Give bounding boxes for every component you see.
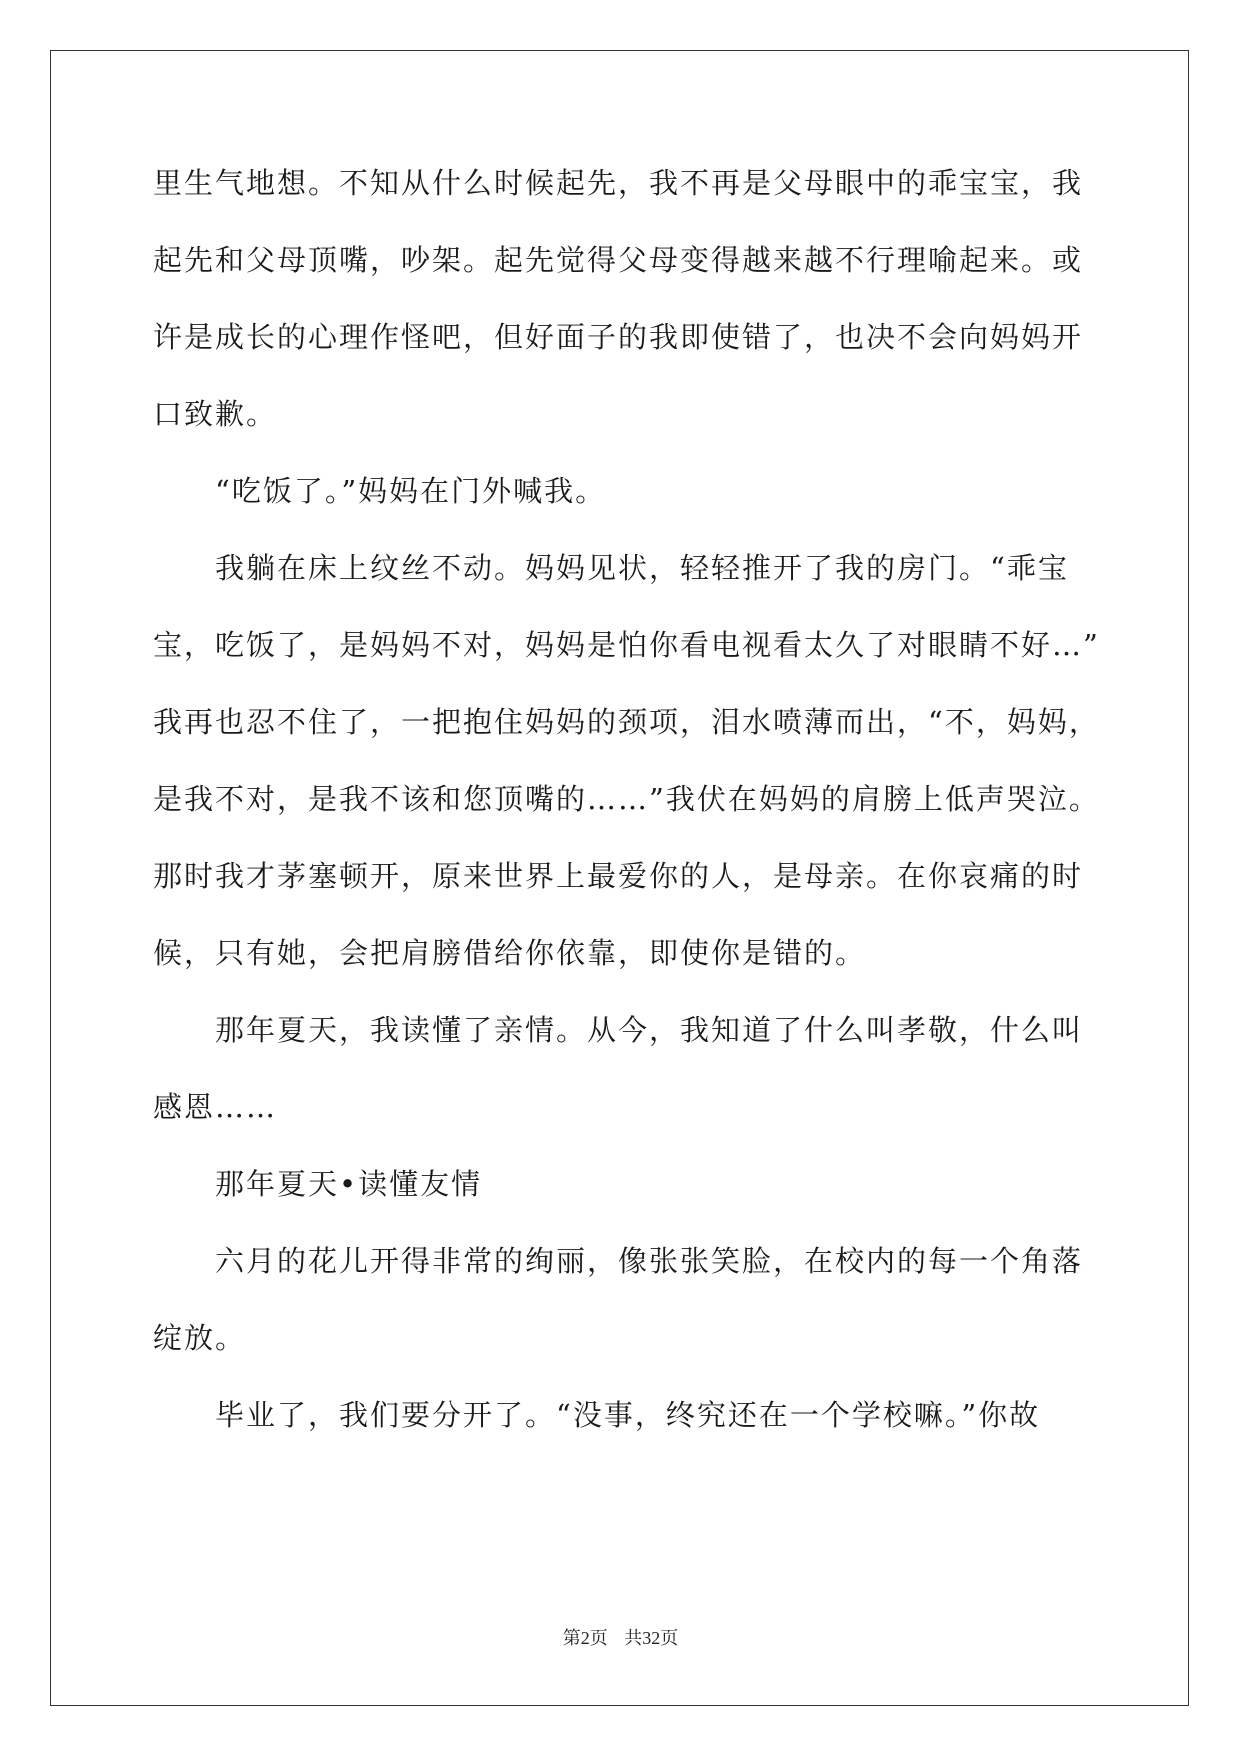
text-line: 我再也忍不住了，一把抱住妈妈的颈项，泪水喷薄而出，“不，妈妈， <box>153 705 1100 739</box>
page-total: 共32页 <box>624 1628 679 1648</box>
text-line: 里生气地想。不知从什么时候起先，我不再是父母眼中的乖宝宝，我 <box>153 166 1084 200</box>
paragraph-start: 六月的花儿开得非常的绚丽，像张张笑脸，在校内的每一个角落 <box>215 1244 1084 1278</box>
document-body <box>153 168 1098 1477</box>
paragraph-start: “吃饭了。”妈妈在门外喊我。 <box>215 474 607 508</box>
text-line: 宝，吃饭了，是妈妈不对，妈妈是怕你看电视看太久了对眼睛不好…” <box>153 628 1100 662</box>
text-line: 绽放。 <box>153 1321 247 1355</box>
text-line: 口致歉。 <box>153 397 278 431</box>
text-line: 许是成长的心理作怪吧，但好面子的我即使错了，也决不会向妈妈开 <box>153 320 1084 354</box>
text-line: 那时我才茅塞顿开，原来世界上最爱你的人，是母亲。在你哀痛的时 <box>153 859 1084 893</box>
page-footer <box>0 1624 1241 1650</box>
section-heading: 那年夏天•读懂友情 <box>215 1167 483 1201</box>
page-number: 第2页 <box>562 1628 608 1648</box>
text-line: 感恩…… <box>153 1090 278 1124</box>
paragraph-start: 毕业了，我们要分开了。“没事，终究还在一个学校嘛。”你故 <box>215 1398 1041 1432</box>
paragraph-start: 那年夏天，我读懂了亲情。从今，我知道了什么叫孝敬，什么叫 <box>215 1013 1084 1047</box>
text-line: 起先和父母顶嘴，吵架。起先觉得父母变得越来越不行理喻起来。或 <box>153 243 1084 277</box>
paragraph-start: 我躺在床上纹丝不动。妈妈见状，轻轻推开了我的房门。“乖宝 <box>215 551 1069 585</box>
text-line: 候，只有她，会把肩膀借给你依靠，即使你是错的。 <box>153 936 867 970</box>
text-line: 是我不对，是我不该和您顶嘴的……”我伏在妈妈的肩膀上低声哭泣。 <box>153 782 1100 816</box>
